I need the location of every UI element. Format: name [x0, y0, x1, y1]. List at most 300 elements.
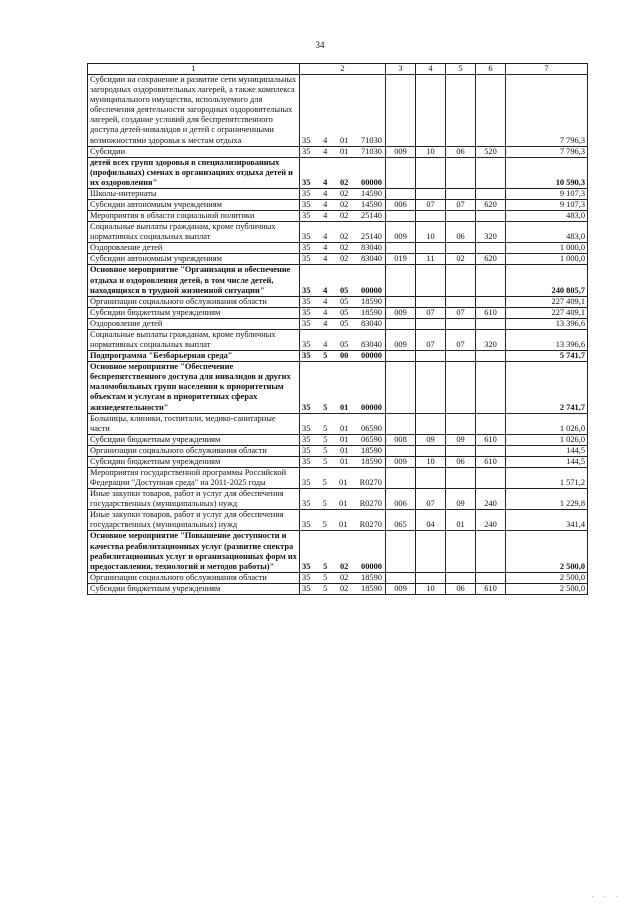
row-direction: 14590 — [361, 188, 382, 198]
row-name: Мероприятия государственной программы Российской Федерации "Доступная среда" на 2011-2025 годы — [88, 467, 300, 488]
row-event: 05 — [339, 307, 349, 317]
row-name: Подпрограмма "Безбарьерная среда" — [88, 351, 300, 362]
row-col3 — [386, 531, 416, 572]
row-program: 35 — [302, 572, 311, 582]
row-code-cell — [300, 434, 386, 445]
table-header-row — [88, 64, 588, 75]
row-col3: 065 — [386, 510, 416, 531]
row-name: Школы-интернаты — [88, 188, 300, 199]
table-row — [88, 572, 588, 583]
row-event: 01 — [339, 146, 349, 156]
row-col3 — [386, 211, 416, 222]
row-event: 01 — [339, 499, 348, 509]
row-code-cell — [300, 265, 386, 296]
row-col6 — [476, 572, 506, 583]
row-program: 35 — [302, 243, 311, 253]
row-col5 — [446, 188, 476, 199]
row-direction: 06590 — [361, 434, 382, 444]
row-subprogram: 4 — [323, 243, 328, 253]
row-col3: 006 — [386, 489, 416, 510]
row-subprogram: 4 — [323, 340, 328, 350]
table-row — [88, 456, 588, 467]
row-col5 — [446, 296, 476, 307]
row-amount: 1 026,0 — [506, 434, 588, 445]
row-col3 — [386, 572, 416, 583]
row-subprogram: 5 — [323, 561, 328, 571]
row-code-cell — [300, 188, 386, 199]
row-program: 35 — [302, 135, 311, 145]
row-program: 35 — [302, 318, 311, 328]
table-row — [88, 445, 588, 456]
row-event: 01 — [339, 445, 349, 455]
header-cell: 3 — [386, 64, 416, 75]
row-subprogram: 4 — [323, 211, 328, 221]
row-direction: 18590 — [361, 583, 382, 593]
row-event: 05 — [339, 340, 349, 350]
row-event: 01 — [339, 456, 349, 466]
row-name: Субсидии бюджетным учреждениям — [88, 583, 300, 594]
row-code-cell — [300, 445, 386, 456]
row-program: 35 — [302, 561, 311, 571]
row-event: 02 — [339, 243, 349, 253]
budget-table-body — [88, 64, 588, 595]
row-direction: 18590 — [361, 307, 382, 317]
row-program: 35 — [302, 340, 311, 350]
row-col5: 06 — [446, 583, 476, 594]
row-code-cell — [300, 413, 386, 434]
row-col4: 07 — [416, 307, 446, 318]
row-col5: 07 — [446, 329, 476, 350]
row-amount: 144,5 — [506, 445, 588, 456]
row-event: 02 — [339, 232, 349, 242]
row-col3: 009 — [386, 307, 416, 318]
row-event: 01 — [339, 520, 348, 530]
row-event: 02 — [339, 211, 349, 221]
row-subprogram: 4 — [323, 285, 328, 295]
row-direction: 71030 — [361, 135, 382, 145]
table-row — [88, 188, 588, 199]
row-col4: 10 — [416, 146, 446, 157]
row-col4 — [416, 75, 446, 147]
row-direction: 25140 — [361, 211, 382, 221]
row-subprogram: 4 — [323, 135, 328, 145]
row-event: 05 — [339, 296, 349, 306]
row-subprogram: 5 — [323, 572, 328, 582]
row-col6 — [476, 467, 506, 488]
row-col6 — [476, 531, 506, 572]
row-code-cell — [300, 222, 386, 243]
row-event: 02 — [339, 254, 349, 264]
row-col6: 620 — [476, 200, 506, 211]
row-subprogram: 4 — [323, 188, 328, 198]
row-name: Социальные выплаты гражданам, кроме публичных нормативных социальных выплат — [88, 329, 300, 350]
row-col4 — [416, 572, 446, 583]
table-row — [88, 510, 588, 531]
row-program: 35 — [302, 478, 311, 488]
row-col5: 06 — [446, 222, 476, 243]
row-event: 02 — [339, 572, 349, 582]
row-subprogram: 4 — [323, 200, 328, 210]
row-amount: 2 741,7 — [506, 362, 588, 413]
row-col4 — [416, 413, 446, 434]
row-col4: 07 — [416, 489, 446, 510]
row-amount: 13 396,6 — [506, 329, 588, 350]
row-amount: 7 796,3 — [506, 75, 588, 147]
row-program: 35 — [302, 423, 311, 433]
row-col3: 019 — [386, 254, 416, 265]
row-direction: 18590 — [361, 456, 382, 466]
row-amount: 227 409,1 — [506, 307, 588, 318]
row-program: 35 — [302, 188, 311, 198]
row-direction: 83040 — [361, 318, 382, 328]
row-program: 35 — [302, 146, 311, 156]
row-name: Основное мероприятие "Организация и обеспечение отдыха и оздоровления детей, в том числе детей, находящихся в трудной жизненной ситуации" — [88, 265, 300, 296]
table-row — [88, 157, 588, 188]
row-col4 — [416, 265, 446, 296]
row-amount: 10 590,3 — [506, 157, 588, 188]
row-subprogram: 4 — [323, 146, 328, 156]
row-col4 — [416, 188, 446, 199]
row-event: 01 — [339, 478, 348, 488]
row-direction: 71030 — [361, 146, 382, 156]
row-code-cell — [300, 329, 386, 350]
row-amount: 2 500,0 — [506, 572, 588, 583]
table-row — [88, 531, 588, 572]
table-row — [88, 467, 588, 488]
row-col4 — [416, 157, 446, 188]
row-code-cell — [300, 489, 386, 510]
row-col6: 320 — [476, 329, 506, 350]
row-col6 — [476, 296, 506, 307]
row-name: Социальные выплаты гражданам, кроме публичных нормативных социальных выплат — [88, 222, 300, 243]
row-code-cell — [300, 531, 386, 572]
row-name: Больницы, клиники, госпитали, медико-санитарные части — [88, 413, 300, 434]
row-name: Организации социального обслуживания области — [88, 296, 300, 307]
row-amount: 1 000,0 — [506, 243, 588, 254]
row-event: 01 — [339, 402, 349, 412]
table-row — [88, 489, 588, 510]
row-col3 — [386, 445, 416, 456]
table-row — [88, 434, 588, 445]
row-event: 05 — [339, 285, 349, 295]
row-name: Субсидии на сохранение и развитие сети муниципальных загородных оздоровительных лагерей, а также комплекса муниципального имущества, используемого для обеспечения деятельности загородных оздоровительных лагерей, создание условий для беспрепятственного доступа детей-инвалидов и детей с ограниченными возможностями здоровья к местам отдыха — [88, 75, 300, 147]
table-row — [88, 362, 588, 413]
row-col6: 610 — [476, 434, 506, 445]
row-program: 35 — [302, 285, 311, 295]
row-col3 — [386, 265, 416, 296]
row-subprogram: 5 — [323, 456, 328, 466]
row-amount: 2 500,0 — [506, 531, 588, 572]
row-amount: 483,0 — [506, 211, 588, 222]
row-direction: 00000 — [361, 561, 382, 571]
row-name: Основное мероприятие "Обеспечение беспрепятственного доступа для инвалидов и других маломобильных групп населения к приоритетным объектам и услугам в приоритетных сферах жизнедеятельности" — [88, 362, 300, 413]
table-row — [88, 296, 588, 307]
row-program: 35 — [302, 254, 311, 264]
row-col6 — [476, 211, 506, 222]
row-name: Мероприятия в области социальной политики — [88, 211, 300, 222]
row-name: Организации социального обслуживания области — [88, 445, 300, 456]
row-col3 — [386, 351, 416, 362]
row-code-cell — [300, 510, 386, 531]
row-name: Иные закупки товаров, работ и услуг для обеспечения государственных (муниципальных) нужд — [88, 489, 300, 510]
row-direction: R0270 — [359, 499, 382, 509]
row-col5 — [446, 75, 476, 147]
row-col5: 06 — [446, 146, 476, 157]
row-col6 — [476, 362, 506, 413]
row-program: 35 — [302, 200, 311, 210]
row-program: 35 — [302, 499, 311, 509]
table-row — [88, 254, 588, 265]
row-program: 35 — [302, 456, 311, 466]
row-col4 — [416, 318, 446, 329]
row-col6: 240 — [476, 510, 506, 531]
row-subprogram: 4 — [323, 232, 328, 242]
row-col6: 320 — [476, 222, 506, 243]
row-col3 — [386, 243, 416, 254]
row-col6: 610 — [476, 583, 506, 594]
row-program: 35 — [302, 434, 311, 444]
row-col4: 10 — [416, 583, 446, 594]
row-direction: 25140 — [361, 232, 382, 242]
row-code-cell — [300, 157, 386, 188]
row-event: 02 — [339, 583, 349, 593]
row-code-cell — [300, 296, 386, 307]
row-col3: 009 — [386, 329, 416, 350]
row-col5: 06 — [446, 456, 476, 467]
row-program: 35 — [302, 445, 311, 455]
table-row — [88, 243, 588, 254]
row-col5 — [446, 265, 476, 296]
row-col5 — [446, 531, 476, 572]
row-col6 — [476, 157, 506, 188]
row-col3 — [386, 467, 416, 488]
table-row — [88, 146, 588, 157]
row-code-cell — [300, 200, 386, 211]
row-event: 01 — [339, 135, 349, 145]
row-direction: 83040 — [361, 340, 382, 350]
row-code-cell — [300, 243, 386, 254]
row-col3: 009 — [386, 583, 416, 594]
row-col5: 09 — [446, 489, 476, 510]
row-direction: 00000 — [361, 402, 382, 412]
row-event: 02 — [339, 177, 349, 187]
row-amount: 144,5 — [506, 456, 588, 467]
row-col3: 008 — [386, 434, 416, 445]
row-direction: 18590 — [361, 296, 382, 306]
row-program: 35 — [302, 177, 311, 187]
row-code-cell — [300, 583, 386, 594]
row-direction: 00000 — [361, 285, 382, 295]
row-direction: R0270 — [359, 520, 382, 530]
row-col5 — [446, 413, 476, 434]
row-amount: 2 500,0 — [506, 583, 588, 594]
row-name: Субсидии автономным учреждениям — [88, 200, 300, 211]
row-amount: 483,0 — [506, 222, 588, 243]
row-amount: 1 026,0 — [506, 413, 588, 434]
header-cell: 4 — [416, 64, 446, 75]
row-col6 — [476, 265, 506, 296]
row-name: Основное мероприятие "Повышение доступности и качества реабилитационных услуг (развитие спектра реабилитационных услуг и организационных форм их предоставления, технологий и методов работы)" — [88, 531, 300, 572]
row-col3 — [386, 318, 416, 329]
row-name: детей всех групп здоровья в специализированных (профильных) сменах в организациях отдыха детей и их оздоровления" — [88, 157, 300, 188]
row-col6 — [476, 413, 506, 434]
row-name: Субсидии автономным учреждениям — [88, 254, 300, 265]
row-subprogram: 5 — [322, 520, 327, 530]
row-col6 — [476, 75, 506, 147]
row-event: 02 — [339, 561, 349, 571]
row-col4 — [416, 467, 446, 488]
row-col3: 006 — [386, 200, 416, 211]
header-cell: 5 — [446, 64, 476, 75]
row-col6 — [476, 445, 506, 456]
row-name: Субсидии бюджетным учреждениям — [88, 456, 300, 467]
row-direction: 14590 — [361, 200, 382, 210]
page-corner-mark: · · · — [591, 893, 622, 901]
row-event: 02 — [339, 188, 349, 198]
row-name: Оздоровление детей — [88, 318, 300, 329]
row-col5 — [446, 211, 476, 222]
row-col4 — [416, 445, 446, 456]
row-subprogram: 4 — [323, 296, 328, 306]
header-cell: 2 — [300, 64, 386, 75]
row-direction: 83040 — [361, 254, 382, 264]
budget-table — [87, 63, 588, 595]
row-direction: 83040 — [361, 243, 382, 253]
row-amount: 341,4 — [506, 510, 588, 531]
row-col3 — [386, 413, 416, 434]
table-row — [88, 222, 588, 243]
row-subprogram: 5 — [323, 583, 328, 593]
row-amount: 13 396,6 — [506, 318, 588, 329]
row-col5: 07 — [446, 200, 476, 211]
row-subprogram: 5 — [323, 402, 328, 412]
row-col3: 009 — [386, 456, 416, 467]
row-program: 35 — [302, 307, 311, 317]
row-col4: 07 — [416, 329, 446, 350]
row-col5 — [446, 243, 476, 254]
row-col4: 10 — [416, 456, 446, 467]
row-direction: 00000 — [361, 351, 382, 361]
row-direction: 06590 — [361, 423, 382, 433]
row-program: 35 — [302, 232, 311, 242]
row-direction: 00000 — [361, 177, 382, 187]
row-col5 — [446, 445, 476, 456]
header-cell: 6 — [476, 64, 506, 75]
row-program: 35 — [302, 520, 311, 530]
row-subprogram: 5 — [322, 499, 327, 509]
row-subprogram: 5 — [323, 423, 328, 433]
row-subprogram: 5 — [322, 478, 327, 488]
row-col4 — [416, 531, 446, 572]
row-program: 35 — [302, 351, 311, 361]
row-code-cell — [300, 254, 386, 265]
row-col6 — [476, 188, 506, 199]
row-program: 35 — [302, 211, 311, 221]
table-row — [88, 75, 588, 147]
table-row — [88, 211, 588, 222]
row-amount: 240 805,7 — [506, 265, 588, 296]
row-col3: 009 — [386, 146, 416, 157]
row-code-cell — [300, 146, 386, 157]
row-amount: 9 107,3 — [506, 188, 588, 199]
row-col5 — [446, 351, 476, 362]
row-col6 — [476, 351, 506, 362]
row-code-cell — [300, 211, 386, 222]
row-col5: 01 — [446, 510, 476, 531]
row-code-cell — [300, 75, 386, 147]
row-col4: 04 — [416, 510, 446, 531]
row-name: Субсидии — [88, 146, 300, 157]
row-subprogram: 4 — [323, 177, 328, 187]
row-col3 — [386, 157, 416, 188]
table-row — [88, 583, 588, 594]
row-subprogram: 4 — [323, 318, 328, 328]
row-name: Иные закупки товаров, работ и услуг для обеспечения государственных (муниципальных) нужд — [88, 510, 300, 531]
row-amount: 5 741,7 — [506, 351, 588, 362]
row-event: 02 — [339, 200, 349, 210]
row-program: 35 — [302, 296, 311, 306]
table-row — [88, 265, 588, 296]
row-amount: 1 000,0 — [506, 254, 588, 265]
row-direction: R0270 — [359, 478, 382, 488]
row-program: 35 — [302, 402, 311, 412]
row-subprogram: 4 — [323, 254, 328, 264]
row-code-cell — [300, 318, 386, 329]
row-subprogram: 4 — [323, 307, 328, 317]
row-code-cell — [300, 307, 386, 318]
row-col5 — [446, 318, 476, 329]
row-direction: 18590 — [361, 445, 382, 455]
row-amount: 1 571,2 — [506, 467, 588, 488]
row-name: Оздоровление детей — [88, 243, 300, 254]
row-col4: 07 — [416, 200, 446, 211]
row-col4: 11 — [416, 254, 446, 265]
header-cell: 1 — [88, 64, 300, 75]
row-amount: 1 229,8 — [506, 489, 588, 510]
row-code-cell — [300, 467, 386, 488]
row-amount: 227 409,1 — [506, 296, 588, 307]
row-col4 — [416, 243, 446, 254]
header-cell: 7 — [506, 64, 588, 75]
row-col3: 009 — [386, 222, 416, 243]
row-col5: 07 — [446, 307, 476, 318]
row-subprogram: 5 — [323, 351, 328, 361]
row-col3 — [386, 296, 416, 307]
row-subprogram: 5 — [323, 434, 328, 444]
table-row — [88, 307, 588, 318]
row-program: 35 — [302, 583, 311, 593]
row-amount: 9 107,3 — [506, 200, 588, 211]
row-col5 — [446, 572, 476, 583]
table-row — [88, 413, 588, 434]
row-code-cell — [300, 572, 386, 583]
row-event: 01 — [339, 434, 349, 444]
table-row — [88, 318, 588, 329]
row-col6: 610 — [476, 456, 506, 467]
table-row — [88, 329, 588, 350]
row-code-cell — [300, 456, 386, 467]
page-number: 34 — [315, 40, 325, 50]
row-col3 — [386, 75, 416, 147]
row-direction: 18590 — [361, 572, 382, 582]
row-code-cell — [300, 362, 386, 413]
table-row — [88, 351, 588, 362]
row-amount: 7 796,3 — [506, 146, 588, 157]
row-col6: 610 — [476, 307, 506, 318]
row-col5: 02 — [446, 254, 476, 265]
row-code-cell — [300, 351, 386, 362]
row-col4 — [416, 362, 446, 413]
